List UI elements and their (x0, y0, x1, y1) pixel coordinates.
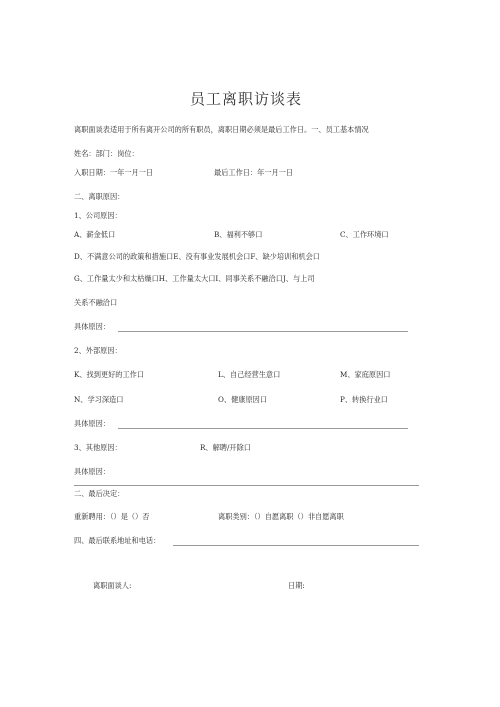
option-b-checkbox[interactable]: B、福利不够口 (214, 230, 263, 239)
option-p-checkbox[interactable]: P、转换行业口 (340, 395, 388, 404)
name-dept-position-line: 姓名：部门：岗位： (74, 149, 139, 158)
option-n-checkbox[interactable]: N、学习深造口 (74, 395, 124, 404)
other-reasons-heading: 3、其他原因： (74, 443, 122, 452)
external-detail-input-line[interactable] (118, 428, 408, 429)
rehire-choice[interactable]: 重新聘用：（）是（）否 (74, 512, 150, 521)
option-k-checkbox[interactable]: K、找到更好的工作口 (74, 370, 145, 379)
options-d-e-f-row[interactable]: D、不满意公司的政策和措施口E、没有事业发展机会口F、缺少培训和机会口 (74, 252, 320, 261)
company-detail-label: 具体原因： (74, 322, 110, 331)
signature-date-label: 日期: (288, 581, 305, 590)
interviewer-signature-label: 离职面谈人: (93, 581, 132, 590)
intro-text: 离职面谈表适用于所有离开公司的所有职员，离职日期必须是最后工作日。一、员工基本情况 (74, 125, 369, 134)
leave-type-choice[interactable]: 离职类别：（）自愿离职（）非自愿离职 (218, 512, 344, 521)
reasons-heading: 二、离职原因： (74, 192, 125, 201)
options-g-h-i-j-row[interactable]: G、工作量太少和太枯燥口H、工作量太大口I、同事关系不融洽口J、与上司 (74, 274, 315, 283)
option-l-checkbox[interactable]: L、自己经营生意口 (218, 370, 281, 379)
option-a-checkbox[interactable]: A、薪金低口 (74, 230, 116, 239)
last-day-field: 最后工作日：年一月一日 (214, 168, 294, 177)
option-r-checkbox[interactable]: R、解聘/开除口 (200, 443, 251, 452)
option-j-continuation: 关系不融洽口 (74, 298, 118, 307)
option-o-checkbox[interactable]: O、健康原因口 (218, 395, 268, 404)
contact-info-label: 四、最后联系地址和电话： (74, 536, 161, 545)
contact-info-input-line[interactable] (173, 545, 419, 546)
section-divider-line (74, 485, 419, 486)
page-title: 员工离职访谈表 (190, 90, 303, 108)
option-m-checkbox[interactable]: M、家庭原因口 (340, 370, 391, 379)
decision-heading: 二、最后决定： (74, 489, 125, 498)
other-detail-label: 具体原因： (74, 467, 110, 476)
join-date-field: 入职日期：一年一月一日 (74, 168, 154, 177)
company-reasons-heading: 1、公司原因： (74, 211, 122, 220)
option-c-checkbox[interactable]: C、工作环境口 (340, 230, 389, 239)
external-detail-label: 具体原因： (74, 419, 110, 428)
company-detail-input-line[interactable] (118, 331, 408, 332)
external-reasons-heading: 2、外部原因： (74, 346, 122, 355)
